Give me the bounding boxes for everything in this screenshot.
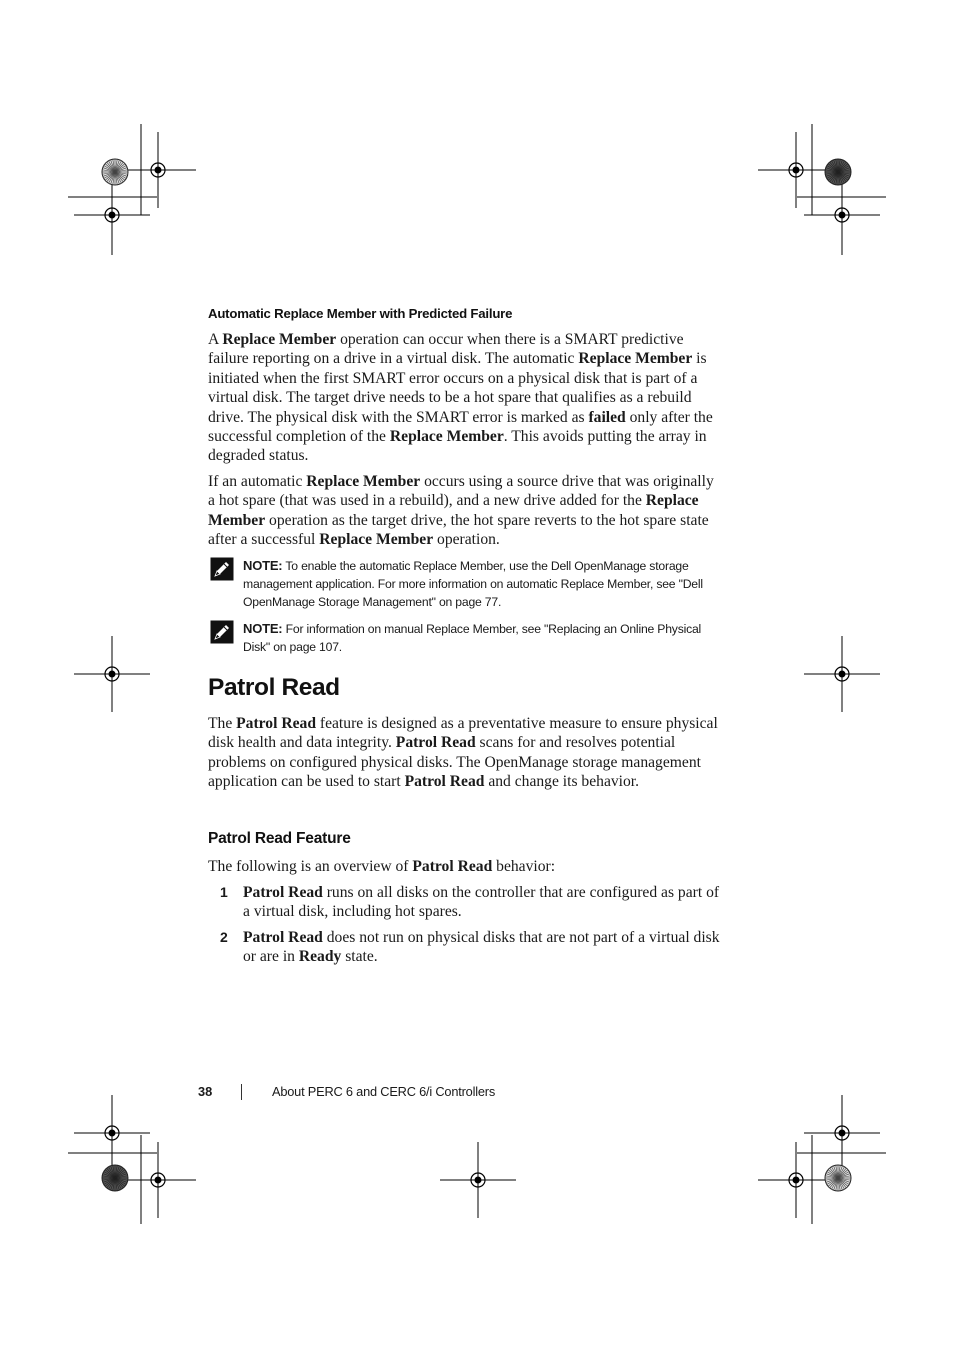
registration-target-icon (804, 1095, 880, 1171)
text-run: A (208, 331, 223, 348)
note-label: NOTE: (243, 621, 283, 636)
bold-term: Patrol Read (412, 858, 493, 875)
note-text: To enable the automatic Replace Member, use the Dell OpenManage storage management application. For more information on automatic Replace Member, see "Dell OpenManage Storage Management" on page 77. (243, 559, 703, 609)
text-run: runs on all disks on the controller that are configured as part of a virtual disk, including hot spares. (243, 884, 720, 921)
note-label: NOTE: (243, 558, 283, 573)
bold-term: Replace Member (319, 531, 434, 549)
bold-term: Patrol Read (236, 715, 316, 732)
section-heading-patrol-read: Patrol Read (208, 674, 340, 701)
footer-divider (241, 1084, 242, 1100)
text-run: behavior: (492, 858, 556, 875)
list-item-text (243, 883, 722, 922)
bold-term: Patrol Read (404, 773, 485, 791)
registration-target-icon (74, 177, 150, 253)
paragraph-patrol-read-intro (208, 714, 722, 792)
text-run: If an automatic (208, 473, 307, 490)
registration-target-icon (120, 132, 196, 208)
subsection-heading-patrol-read-feature: Patrol Read Feature (208, 830, 351, 847)
note-pencil-icon (210, 620, 234, 644)
note-text: For information on manual Replace Member, see "Replacing an Online Physical Disk" on page 107. (243, 622, 702, 654)
registration-target-icon (74, 636, 150, 712)
registration-target-icon (74, 1095, 150, 1171)
paragraph-replace-member (208, 330, 722, 466)
bold-term: Replace Member (222, 331, 337, 348)
bold-term: Patrol Read (395, 734, 476, 752)
text-run: operation as the target drive, the hot spare reverts to the hot spare state after a successful (208, 511, 709, 549)
list-item-number: 2 (220, 929, 228, 945)
bold-term: Replace Member (208, 492, 699, 529)
page-number: 38 (198, 1084, 213, 1099)
text-run: . This avoids putting the array in degraded status. (208, 428, 707, 465)
text-run: only after the successful completion of the (208, 408, 713, 446)
text-run: does not run on physical disks that are not part of a virtual disk or are in (243, 929, 720, 966)
bold-term: Ready (298, 948, 342, 966)
bold-term: Patrol Read (243, 929, 323, 946)
starburst-icon (825, 159, 851, 185)
registration-target-icon (440, 1142, 516, 1218)
paragraph-overview (208, 857, 722, 876)
registration-target-icon (804, 177, 880, 253)
bold-term: Replace Member (389, 428, 504, 446)
paragraph-hot-spare (208, 472, 722, 550)
text-run: operation. (433, 531, 500, 549)
starburst-icon (825, 1165, 851, 1191)
text-run: is initiated when the first SMART error occurs on a physical disk that is part of a virtual disk. The target drive needs to be a hot spare that qualifies as a rebuild drive. The physical disk with the SMART error is marked as (208, 350, 707, 426)
text-run: scans for and resolves potential problems on configured physical disks. The OpenManage storage management application can be used to start (208, 734, 701, 791)
text-run: state. (341, 948, 378, 966)
starburst-icon (102, 1165, 128, 1191)
registration-target-icon (804, 636, 880, 712)
bold-term: failed (588, 408, 626, 426)
text-run: and change its behavior. (484, 773, 640, 791)
registration-target-icon (758, 1142, 834, 1218)
bold-term: Replace Member (578, 350, 693, 368)
list-item-number: 1 (220, 884, 228, 900)
text-run: The (208, 715, 237, 732)
text-run: The following is an overview of (208, 858, 413, 875)
starburst-icon (102, 159, 128, 185)
footer-chapter-title: About PERC 6 and CERC 6/i Controllers (272, 1084, 496, 1099)
note-pencil-icon (210, 557, 234, 581)
text-run: feature is designed as a preventative measure to ensure physical disk health and data integrity. (208, 715, 718, 752)
text-run: operation can occur when there is a SMART predictive failure reporting on a drive in a virtual disk. The automatic (208, 331, 684, 368)
list-item-text (243, 928, 722, 967)
subsection-heading: Automatic Replace Member with Predicted Failure (208, 306, 513, 321)
registration-target-icon (120, 1142, 196, 1218)
registration-target-icon (758, 132, 834, 208)
text-run: occurs using a source drive that was originally a hot spare (that was used in a rebuild), and a new drive added for the (208, 473, 714, 510)
bold-term: Replace Member (306, 473, 421, 490)
bold-term: Patrol Read (243, 884, 323, 901)
